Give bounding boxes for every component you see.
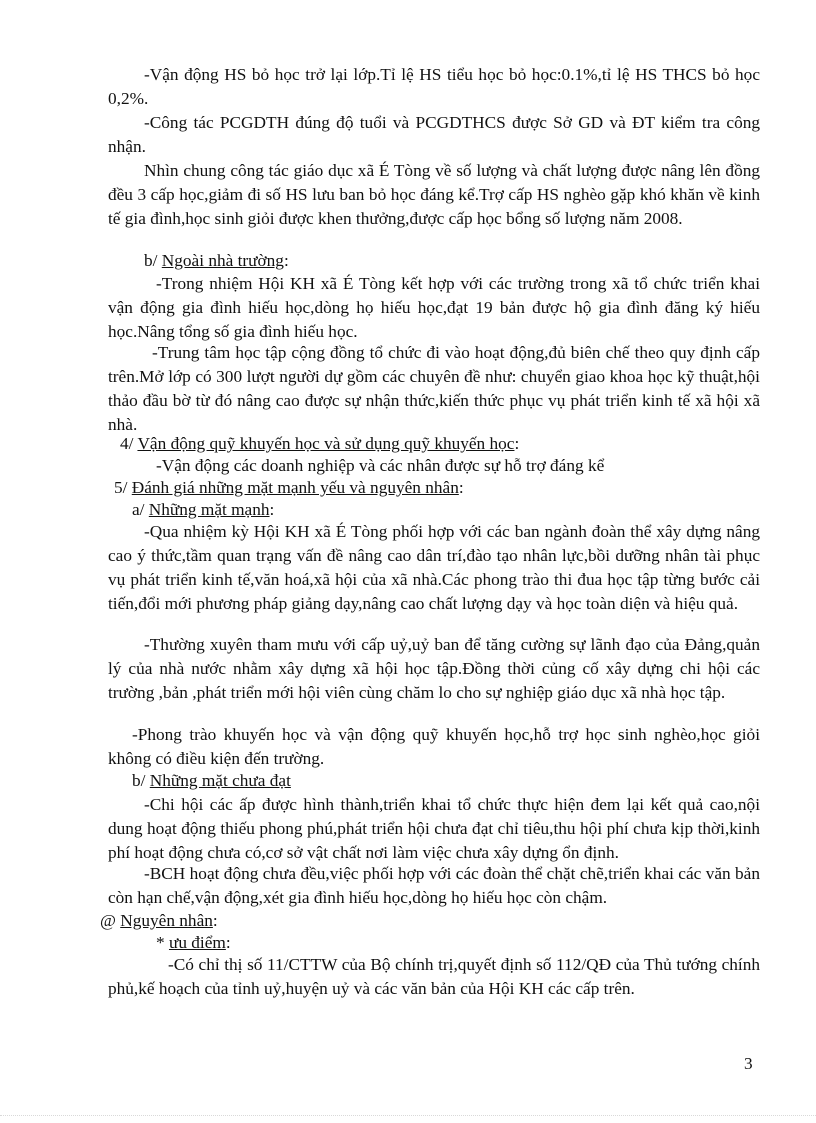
paragraph: Nhìn chung công tác giáo dục xã É Tòng về số lượng và chất lượng được nâng lên đồng đều 3 cấp học,giảm đi số HS lưu ban bỏ học đáng kể.Trợ cấp HS nghèo gặp khó khăn về kinh tế gia đình,học sinh giỏi được khen thưởng,được cấp học bổng số lượng năm 2008. <box>108 161 760 228</box>
heading-prefix: * <box>156 933 169 952</box>
heading-prefix: 4/ <box>120 434 138 453</box>
paragraph: -Trong nhiệm Hội KH xã É Tòng kết hợp với các trường trong xã tổ chức triển khai vận động gia đình hiếu học,dòng họ hiếu học,đạt 19 bản được hộ gia đình đăng ký hiếu học.Nâng tổng số gia đình hiếu học. <box>108 274 760 341</box>
paragraph: -Công tác PCGDTH đúng độ tuổi và PCGDTHCS được Sở GD và ĐT kiểm tra công nhận. <box>108 113 760 156</box>
paragraph: -Chi hội các ấp được hình thành,triển khai tổ chức thực hiện đem lại kết quả cao,nội dung hoạt động thiếu phong phú,phát triển hội chưa đạt chỉ tiêu,thu hội phí chưa kịp thời,kinh phí hoạt động chưa có,cơ sở vật chất nơi làm việc chưa xây dựng ổn định. <box>108 795 760 862</box>
heading-section-5 <box>108 476 760 500</box>
paragraph: -Vận động HS bỏ học trở lại lớp.Tỉ lệ HS tiểu học bỏ học:0.1%,tỉ lệ HS THCS bỏ học 0,2%. <box>108 65 760 108</box>
paragraph: -Qua nhiệm kỳ Hội KH xã É Tòng phối hợp với các ban ngành đoàn thể xây dựng nâng cao ý thức,tầm quan trạng vấn đề nâng cao dân trí,đào tạo nhân lực,bồi dưỡng nhân tài phục vụ phát triển kinh tế,văn hoá,xã hội của xã nhà.Các phong trào thi đua học tập từng bước cải tiến,đổi mới phương pháp giảng dạy,nâng cao chất lượng dạy và học toàn diện và hiệu quả. <box>108 522 760 613</box>
paragraph: -BCH hoạt động chưa đều,việc phối hợp với các đoàn thể chặt chẽ,triển khai các văn bản còn hạn chế,vận động,xét gia đình hiếu học,dòng họ hiếu học còn chậm. <box>108 864 760 907</box>
heading-prefix: 5/ <box>114 478 132 497</box>
paragraph: -Vận động các doanh nghiệp và các nhân được sự hỗ trợ đáng kể <box>156 456 605 475</box>
heading-text: Nguyên nhân <box>120 911 213 930</box>
heading-colon: : <box>458 478 464 497</box>
heading-text: ưu điểm <box>168 933 226 952</box>
heading-causes <box>100 909 752 933</box>
heading-colon: : <box>269 500 275 519</box>
heading-section-4 <box>108 432 760 456</box>
page-bottom-divider <box>0 1115 816 1116</box>
heading-prefix: a/ <box>132 500 149 519</box>
heading-colon: : <box>212 911 218 930</box>
paragraph: -Trung tâm học tập cộng đồng tổ chức đi vào hoạt động,đủ biên chế theo quy định cấp trên.Mở lớp có 300 lượt người dự gồm các chuyên đề như: chuyển giao khoa học kỹ thuật,hội thảo đầu bờ từ đó nâng cao được sự nhận thức,kiến thức phục vụ phát triển kinh tế xã hội xã nhà. <box>108 343 760 434</box>
heading-text: Ngoài nhà trường <box>161 251 284 270</box>
heading-colon: : <box>225 933 231 952</box>
heading-outside-school <box>108 249 760 273</box>
heading-text: Vận động quỹ khuyến học và sử dụng quỹ khuyến học <box>137 434 515 453</box>
paragraph: -Có chỉ thị số 11/CTTW của Bộ chính trị,quyết định số 112/QĐ của Thủ tướng chính phủ,kế hoạch của tỉnh uỷ,huyện uỷ và các văn bản của Hội KH các cấp trên. <box>108 955 760 998</box>
heading-text: Những mặt chưa đạt <box>149 771 291 790</box>
heading-prefix: b/ <box>132 771 150 790</box>
heading-text: Đánh giá những mặt mạnh yếu và nguyên nhân <box>131 478 459 497</box>
heading-text: Những mặt mạnh <box>148 500 270 519</box>
heading-colon: : <box>283 251 289 270</box>
heading-strengths <box>108 498 760 522</box>
heading-prefix: b/ <box>144 251 162 270</box>
paragraph: -Thường xuyên tham mưu với cấp uỷ,uỷ ban để tăng cường sự lãnh đạo của Đảng,quản lý của nhà nước nhằm xây dựng xã hội học tập.Đồng thời củng cố xây dựng chi hội các trường ,bản ,phát triển mới hội viên cùng chăm lo cho sự nghiệp giáo dục xã nhà học tập. <box>108 635 760 702</box>
heading-advantages <box>108 931 760 955</box>
heading-prefix: @ <box>100 911 121 930</box>
paragraph: -Phong trào khuyến học và vận động quỹ khuyến học,hỗ trợ học sinh nghèo,học giỏi không có điều kiện đến trường. <box>108 725 760 768</box>
page-number: 3 <box>744 1054 753 1073</box>
heading-colon: : <box>514 434 520 453</box>
heading-weaknesses <box>108 769 760 793</box>
